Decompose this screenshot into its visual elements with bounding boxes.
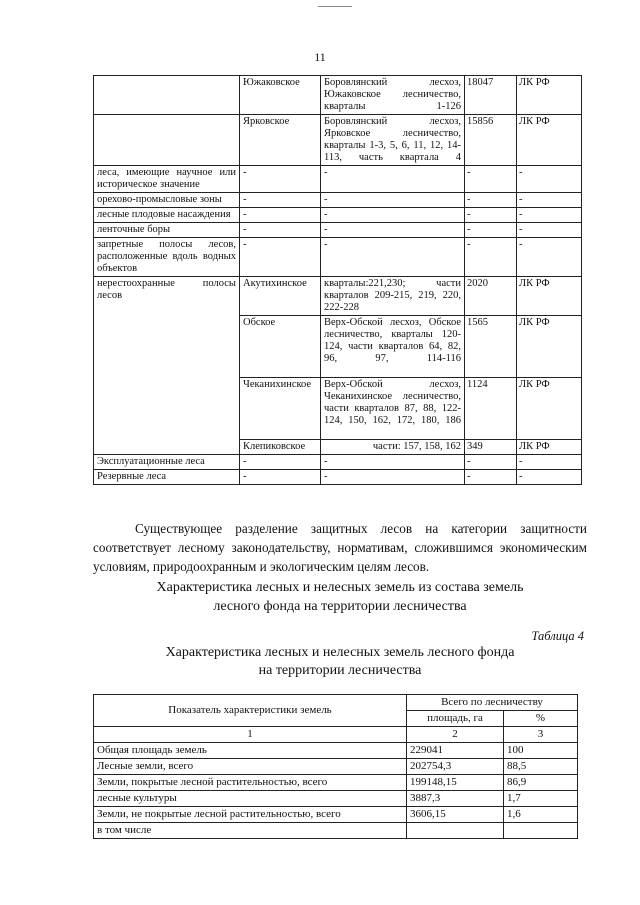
location-cell: - bbox=[321, 223, 465, 238]
area-cell: 202754,3 bbox=[407, 759, 504, 775]
table-row bbox=[94, 759, 578, 775]
ownership-cell: - bbox=[517, 166, 582, 193]
scan-mark bbox=[318, 6, 352, 7]
area-cell: 199148,15 bbox=[407, 775, 504, 791]
forestry-cell: Акутихинское bbox=[240, 277, 321, 316]
land-characteristics-table bbox=[93, 694, 578, 839]
area-cell: - bbox=[465, 166, 517, 193]
category-cell: Резервные леса bbox=[94, 470, 240, 485]
indicator-cell: Земли, не покрытые лесной растительностью, всего bbox=[94, 807, 407, 823]
area-cell: - bbox=[465, 223, 517, 238]
location-cell: - bbox=[321, 470, 465, 485]
ownership-cell: ЛК РФ bbox=[517, 115, 582, 166]
table-row bbox=[94, 807, 578, 823]
table-row bbox=[94, 193, 582, 208]
category-cell: Эксплуатационные леса bbox=[94, 455, 240, 470]
location-cell: Верх-Обской лесхоз, Чеканихинское лесничество, части кварталов 87, 88, 122-124, 150, 162, 172, 180, 186 bbox=[321, 378, 465, 440]
table-label: Таблица 4 bbox=[531, 629, 584, 643]
percent-cell: 1,6 bbox=[504, 807, 578, 823]
area-cell: - bbox=[465, 455, 517, 470]
ownership-cell: - bbox=[517, 223, 582, 238]
forestry-cell: Клепиковское bbox=[240, 440, 321, 455]
column-number: 1 bbox=[94, 727, 407, 743]
category-cell: запретные полосы лесов, расположенные вдоль водных объектов bbox=[94, 238, 240, 277]
area-cell: 2020 bbox=[465, 277, 517, 316]
area-cell: - bbox=[465, 208, 517, 223]
table-row bbox=[94, 238, 582, 277]
table-row bbox=[94, 277, 582, 316]
ownership-cell: - bbox=[517, 470, 582, 485]
protective-forest-categories-table bbox=[93, 75, 582, 485]
ownership-cell: ЛК РФ bbox=[517, 440, 582, 455]
column-number: 3 bbox=[504, 727, 578, 743]
forestry-cell: - bbox=[240, 193, 321, 208]
table-title bbox=[93, 644, 587, 680]
forestry-cell: - bbox=[240, 455, 321, 470]
percent-cell bbox=[504, 823, 578, 839]
forestry-cell: - bbox=[240, 208, 321, 223]
forestry-cell: Ярковское bbox=[240, 115, 321, 166]
table-row bbox=[94, 823, 578, 839]
section-title-line: Характеристика лесных и нелесных земель из состава земель bbox=[156, 580, 524, 595]
ownership-cell: ЛК РФ bbox=[517, 316, 582, 378]
paragraph-text: Существующее разделение защитных лесов на категории защитности соответствует лесному законодательству, нормативам, сложившимся экономическим условиям, природоохранным и экологическим целям лесов. bbox=[93, 521, 587, 574]
category-cell: лесные плодовые насаждения bbox=[94, 208, 240, 223]
area-cell: - bbox=[465, 193, 517, 208]
percent-cell: 88,5 bbox=[504, 759, 578, 775]
area-cell: 349 bbox=[465, 440, 517, 455]
area-cell: 3606,15 bbox=[407, 807, 504, 823]
area-cell: - bbox=[465, 238, 517, 277]
area-cell: 18047 bbox=[465, 76, 517, 115]
location-cell: - bbox=[321, 193, 465, 208]
table-row bbox=[94, 470, 582, 485]
table-row bbox=[94, 791, 578, 807]
indicator-cell: лесные культуры bbox=[94, 791, 407, 807]
area-cell: 3887,3 bbox=[407, 791, 504, 807]
section-title-line: лесного фонда на территории лесничества bbox=[213, 599, 467, 614]
area-cell: 1565 bbox=[465, 316, 517, 378]
forestry-cell: - bbox=[240, 470, 321, 485]
column-number: 2 bbox=[407, 727, 504, 743]
area-cell: 1124 bbox=[465, 378, 517, 440]
location-cell: части: 157, 158, 162 bbox=[321, 440, 465, 455]
table-row bbox=[94, 775, 578, 791]
indicator-cell: в том числе bbox=[94, 823, 407, 839]
location-cell: Боровлянский лесхоз, Южаковское лесничество, кварталы 1-126 bbox=[321, 76, 465, 115]
table-row bbox=[94, 743, 578, 759]
location-cell: - bbox=[321, 238, 465, 277]
location-cell: - bbox=[321, 166, 465, 193]
ownership-cell: - bbox=[517, 208, 582, 223]
table-row bbox=[94, 455, 582, 470]
location-cell: - bbox=[321, 208, 465, 223]
ownership-cell: - bbox=[517, 455, 582, 470]
category-cell: нерестоохранные полосы лесов bbox=[94, 277, 240, 455]
location-cell: - bbox=[321, 455, 465, 470]
table-title-line: на территории лесничества bbox=[258, 663, 422, 678]
percent-cell: 86,9 bbox=[504, 775, 578, 791]
forestry-cell: Южаковское bbox=[240, 76, 321, 115]
section-title bbox=[93, 578, 587, 616]
table-row bbox=[94, 223, 582, 238]
category-cell: орехово-промысловые зоны bbox=[94, 193, 240, 208]
column-number-row bbox=[94, 727, 578, 743]
table-row bbox=[94, 115, 582, 166]
page-number: 11 bbox=[314, 50, 326, 64]
ownership-cell: ЛК РФ bbox=[517, 277, 582, 316]
table-header-row bbox=[94, 695, 578, 711]
table-row bbox=[94, 208, 582, 223]
location-cell: Верх-Обской лесхоз, Обское лесничество, кварталы 120-124, части кварталов 64, 82, 96, 97, 114-116 bbox=[321, 316, 465, 378]
percent-cell: 100 bbox=[504, 743, 578, 759]
location-cell: Боровлянский лесхоз, Ярковское лесничество, кварталы 1-3, 5, 6, 11, 12, 14-113, часть квартала 4 bbox=[321, 115, 465, 166]
table-row bbox=[94, 166, 582, 193]
forestry-cell: - bbox=[240, 238, 321, 277]
forestry-cell: Обское bbox=[240, 316, 321, 378]
forestry-cell: - bbox=[240, 223, 321, 238]
category-cell: леса, имеющие научное или историческое значение bbox=[94, 166, 240, 193]
indicator-cell: Земли, покрытые лесной растительностью, всего bbox=[94, 775, 407, 791]
category-cell bbox=[94, 76, 240, 115]
forestry-cell: - bbox=[240, 166, 321, 193]
category-cell: ленточные боры bbox=[94, 223, 240, 238]
area-cell: 229041 bbox=[407, 743, 504, 759]
location-cell: кварталы:221,230; части кварталов 209-215, 219, 220, 222-228 bbox=[321, 277, 465, 316]
ownership-cell: ЛК РФ bbox=[517, 378, 582, 440]
table-title-line: Характеристика лесных и нелесных земель лесного фонда bbox=[165, 645, 515, 660]
header-percent: % bbox=[504, 711, 578, 727]
body-paragraph bbox=[93, 519, 587, 576]
indicator-cell: Лесные земли, всего bbox=[94, 759, 407, 775]
indicator-cell: Общая площадь земель bbox=[94, 743, 407, 759]
category-cell bbox=[94, 115, 240, 166]
area-cell: 15856 bbox=[465, 115, 517, 166]
table-row bbox=[94, 76, 582, 115]
percent-cell: 1,7 bbox=[504, 791, 578, 807]
header-area: площадь, га bbox=[407, 711, 504, 727]
header-indicator: Показатель характеристики земель bbox=[94, 695, 407, 727]
ownership-cell: ЛК РФ bbox=[517, 76, 582, 115]
area-cell: - bbox=[465, 470, 517, 485]
ownership-cell: - bbox=[517, 193, 582, 208]
ownership-cell: - bbox=[517, 238, 582, 277]
area-cell bbox=[407, 823, 504, 839]
forestry-cell: Чеканихинское bbox=[240, 378, 321, 440]
header-total: Всего по лесничеству bbox=[407, 695, 578, 711]
